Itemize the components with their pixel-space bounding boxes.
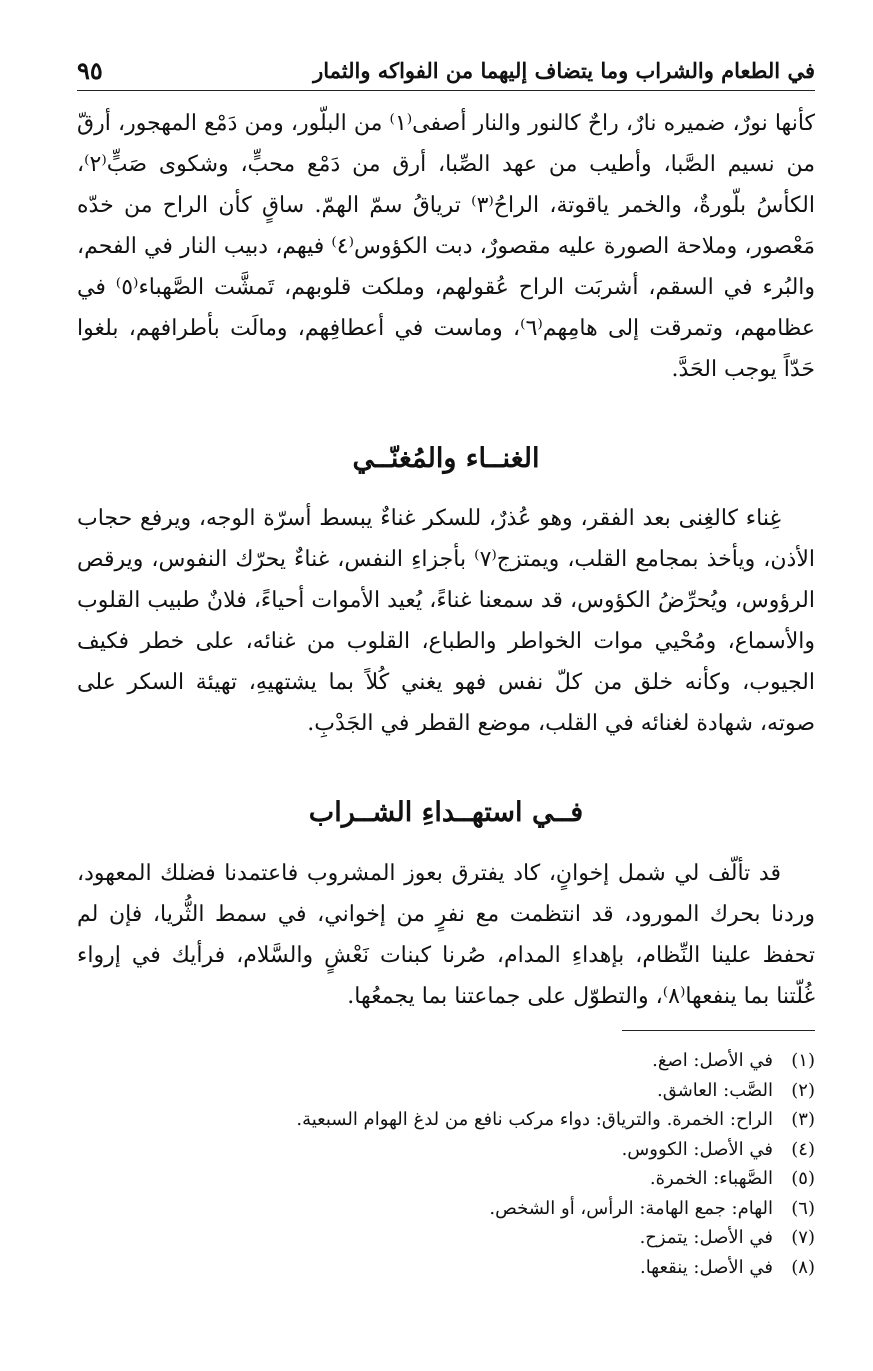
footnote-number: (٤) xyxy=(791,1138,815,1160)
page-number: ٩٥ xyxy=(77,56,103,85)
footnote-number: (١) xyxy=(791,1050,815,1071)
section-heading-singing: الغنــاء والمُغنّــي xyxy=(352,443,540,474)
footnote-number: (٥) xyxy=(791,1168,815,1189)
section-drink-request xyxy=(77,793,815,1017)
footnote-text: في الأصل: ينقعها. xyxy=(639,1256,773,1278)
footnote-number: (٢) xyxy=(791,1079,815,1101)
footnote-item xyxy=(77,1253,815,1283)
footnote-number: (٧) xyxy=(791,1227,815,1248)
paragraph-drink-request: قد تألّف لي شمل إخوانٍ، كاد يفترق بعوز المشروب فاعتمدنا فضلك المعهود، وردنا بحرك المورود، قد انتظمت مع نفرٍ من إخواني، في سمط الثُّريا، فإن لم تحفظ علينا النِّظام، بإهداءِ المدام، صُرنا كبنات نَعْشٍ والسَّلام، فرأيك في إرواء غُلّتنا بما ينفعها⁽٨⁾، والتطوّل على جماعتنا بما يجمعُها. xyxy=(77,861,815,1009)
section-heading-drink-request: فــي استهــداءِ الشــراب xyxy=(308,797,584,828)
footnote-item xyxy=(77,1046,815,1076)
footnote-text: في الأصل: الكووس. xyxy=(621,1138,773,1160)
footnote-text: الصَّهباء: الخمرة. xyxy=(649,1168,773,1189)
footnote-text: الصَّب: العاشق. xyxy=(656,1079,773,1101)
footnote-number: (٣) xyxy=(791,1109,815,1130)
footnotes-list xyxy=(77,1046,815,1282)
footnote-text: الهام: جمع الهامة: الرأس، أو الشخص. xyxy=(489,1197,773,1219)
section-wine-description xyxy=(77,103,815,390)
footnote-text: في الأصل: يتمزح. xyxy=(639,1227,773,1248)
section-singing xyxy=(77,439,815,744)
running-header xyxy=(77,56,815,91)
footnote-item xyxy=(77,1076,815,1106)
main-text xyxy=(77,103,815,1017)
paragraph-singing: غِناء كالغِنى بعد الفقر، وهو عُذرٌ، للسكر غناءٌ يبسط أسرّة الوجه، ويرفع حجاب الأذن، ويأخذ بمجامع القلب، ويمتزج⁽٧⁾ بأجزاءِ النفس، غناءٌ يحرّك النفوس، ويرقص الرؤوس، ويُحرِّضُ الكؤوس، قد سمعنا غناءً، يُعيد الأموات أحياءً، فلانٌ طبيب القلوب والأسماع، ومُحْيي موات الخواطر والطباع، القلوب من غنائه، على خطر فكيف الجيوب، وكأنه خلق من كلّ نفس فهو يغني كُلاً بما يشتهيهِ، تهيئة السكر على صوته، شهادة لغنائه في القلب، موضع القطر في الجَدْبِ. xyxy=(77,506,815,736)
paragraph-wine-description: كأنها نورٌ، ضميره نارٌ، راحٌ كالنور والنار أصفى⁽١⁾ من البلّور، ومن دَمْع المهجور، أرقّ من نسيم الصَّبا، وأطيب من عهد الصِّبا، أرق من دَمْع محبٍّ، وشكوى صَبٍّ⁽٢⁾، الكأسُ بلّورةٌ، والخمر ياقوتة، الراحُ⁽٣⁾ ترياقُ سمّ الهمّ. ساقٍ كأن الراح من خدّه مَعْصور، وملاحة الصورة عليه مقصورٌ، دبت الكؤوس⁽٤⁾ فيهم، دبيب النار في الفحم، والبُرء في السقم، أشربَت الراح عُقولهم، وملكت قلوبهم، تَمشَّت الصَّهباء⁽٥⁾ في عظامهم، وتمرقت إلى هامِهم⁽٦⁾، وماست في أعطافِهم، ومالَت بأطرافهم، بلغوا حَدّاً يوجب الحَدَّ. xyxy=(77,111,816,382)
footnote-number: (٨) xyxy=(791,1256,815,1278)
footnote-item xyxy=(77,1223,815,1253)
footnote-item xyxy=(77,1135,815,1165)
footnote-divider xyxy=(622,1030,815,1031)
footnote-item xyxy=(77,1105,815,1135)
footnote-number: (٦) xyxy=(791,1197,815,1219)
footnote-item xyxy=(77,1164,815,1194)
footnote-text: الراح: الخمرة. والترياق: دواء مركب نافع من لدغ الهوام السبعية. xyxy=(296,1109,773,1130)
footnote-item xyxy=(77,1194,815,1224)
footnote-text: في الأصل: اصغ. xyxy=(652,1050,773,1071)
running-title: في الطعام والشراب وما يتضاف إليهما من الفواكه والثمار xyxy=(313,58,815,83)
